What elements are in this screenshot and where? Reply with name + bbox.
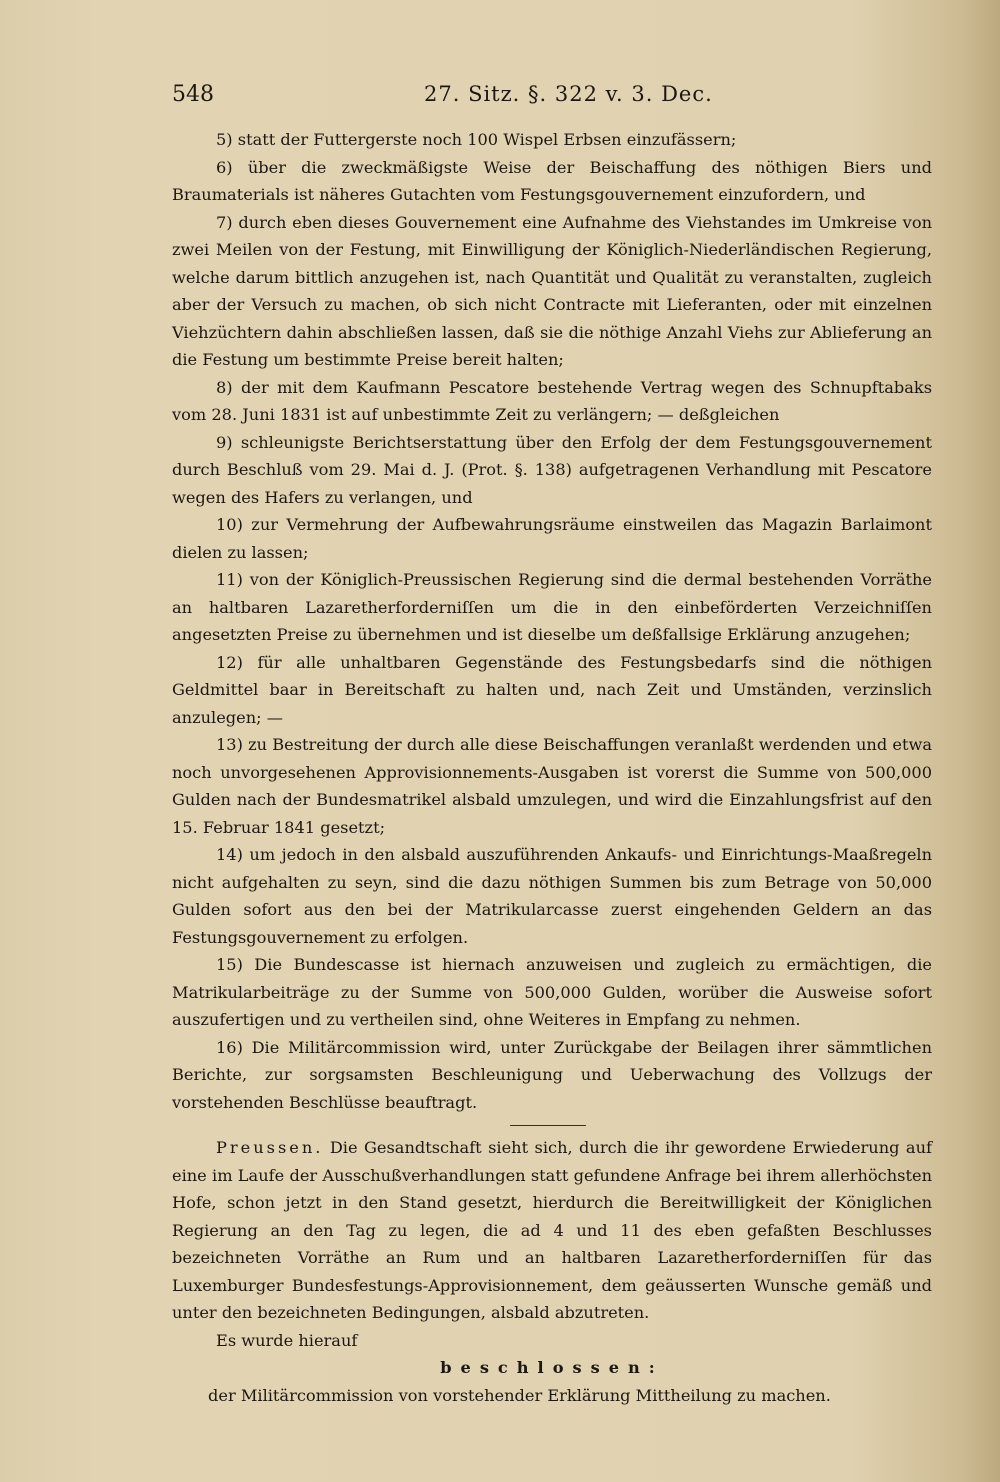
resolution-text: der Militärcommission von vorstehender Erklärung Mittheilung zu machen. — [208, 1385, 831, 1405]
page-number: 548 — [172, 82, 214, 107]
list-item-15: 15) Die Bundescasse ist hiernach anzuweisen und zugleich zu ermächtigen, die Matrikularbeiträge zu der Summe von 500,000 Gulden, worüber die Ausweise sofort auszufertigen und zu vertheilen sind, ohne Weiteres in Empfang zu nehmen. — [172, 955, 932, 1029]
resolution-decision: beschlossen: — [440, 1358, 664, 1377]
list-item-16: 16) Die Militärcommission wird, unter Zurückgabe der Beilagen ihrer sämmtlichen Berichte, zur sorgsamsten Beschleunigung und Ueberwachung des Vollzugs der vorstehenden Beschlüsse beauftragt. — [172, 1037, 932, 1112]
list-item-14: 14) um jedoch in den alsbald auszuführenden Ankaufs- und Einrichtungs-Maaßregeln nicht aufgehalten zu seyn, sind die dazu nöthigen Summen bis zum Betrage von 50,000 Gulden sofort aus den bei der Matrikularcasse zuerst eingehenden Geldern an das Festungsgouvernement zu erfolgen. — [172, 845, 932, 947]
list-item-6: 6) über die zweckmäßigste Weise der Beischaffung des nöthigen Biers und Braumaterials ist näheres Gutachten vom Festungsgouvernement einzufordern, und — [172, 157, 932, 204]
document-body — [172, 126, 932, 1409]
list-item-7: 7) durch eben dieses Gouvernement eine Aufnahme des Viehstandes im Umkreise von zwei Meilen von der Festung, mit Einwilligung der Königlich-Niederländischen Regierung, welche darum bittlich anzugehen ist, nach Quantität und Qualität zu veranstalten, zugleich aber der Versuch zu machen, ob sich nicht Contracte mit Lieferanten, oder mit einzelnen Viehzüchtern dahin abschließen lassen, daß sie die nöthige Anzahl Viehs zur Ablieferung an die Festung um bestimmte Preise bereit halten; — [172, 212, 932, 369]
statement-paragraph — [172, 1134, 932, 1327]
running-head: 27. Sitz. §. 322 v. 3. Dec. — [424, 82, 713, 106]
statement-speaker: Preussen. — [216, 1138, 324, 1157]
list-item-5: 5) statt der Futtergerste noch 100 Wispel Erbsen einzufässern; — [216, 130, 737, 149]
section-divider — [510, 1125, 586, 1126]
statement-text: Die Gesandtschaft sieht sich, durch die ihr gewordene Erwiederung auf eine im Laufe der Ausschußverhandlungen statt gefundene Anfrage bei ihrem allerhöchsten Hofe, schon jetzt in den Stand gesetzt, hierdurch die Bereitwilligkeit der Königlichen Regierung an den Tag zu legen, die ad 4 und 11 des eben gefaßten Beschlusses bezeichneten Vorräthe an Rum und an haltbaren Lazaretherforderniſſen für das Luxemburger Bundesfestungs-Approvisionnement, dem geäusserten Wunsche gemäß und unter den bezeichneten Bedingungen, alsbald abzutreten. — [172, 1138, 932, 1322]
list-item-8: 8) der mit dem Kaufmann Pescatore bestehende Vertrag wegen des Schnupftabaks vom 28. Juni 1831 ist auf unbestimmte Zeit zu verlängern; — deßgleichen — [172, 377, 932, 424]
list-item-11: 11) von der Königlich-Preussischen Regierung sind die dermal bestehenden Vorräthe an haltbaren Lazaretherforderniſſen um die in den einbeförderten Verzeichniſſen angesetzten Preise zu übernehmen und ist dieselbe um deßfallsige Erklärung anzugehen; — [172, 570, 932, 644]
resolution-intro: Es wurde hierauf — [216, 1330, 358, 1350]
list-item-13: 13) zu Bestreitung der durch alle diese Beischaffungen veranlaßt werdenden und etwa noch unvorgesehenen Approvisionnements-Ausgaben ist vorerst die Summe von 500,000 Gulden nach der Bundesmatrikel alsbald umzulegen, und wird die Einzahlungsfrist auf den 15. Februar 1841 gesetzt; — [172, 735, 932, 837]
list-item-9: 9) schleunigste Berichtserstattung über den Erfolg der dem Festungsgouvernement durch Beschluß vom 29. Mai d. J. (Prot. §. 138) aufgetragenen Verhandlung mit Pescatore wegen des Hafers zu verlangen, und — [172, 432, 932, 507]
list-item-12: 12) für alle unhaltbaren Gegenstände des Festungsbedarfs sind die nöthigen Geldmittel baar in Bereitschaft zu halten und, nach Zeit und Umständen, verzinslich anzulegen; — — [172, 652, 932, 727]
page-header — [172, 82, 932, 116]
list-item-10: 10) zur Vermehrung der Aufbewahrungsräume einstweilen das Magazin Barlaimont dielen zu lassen; — [172, 515, 932, 562]
